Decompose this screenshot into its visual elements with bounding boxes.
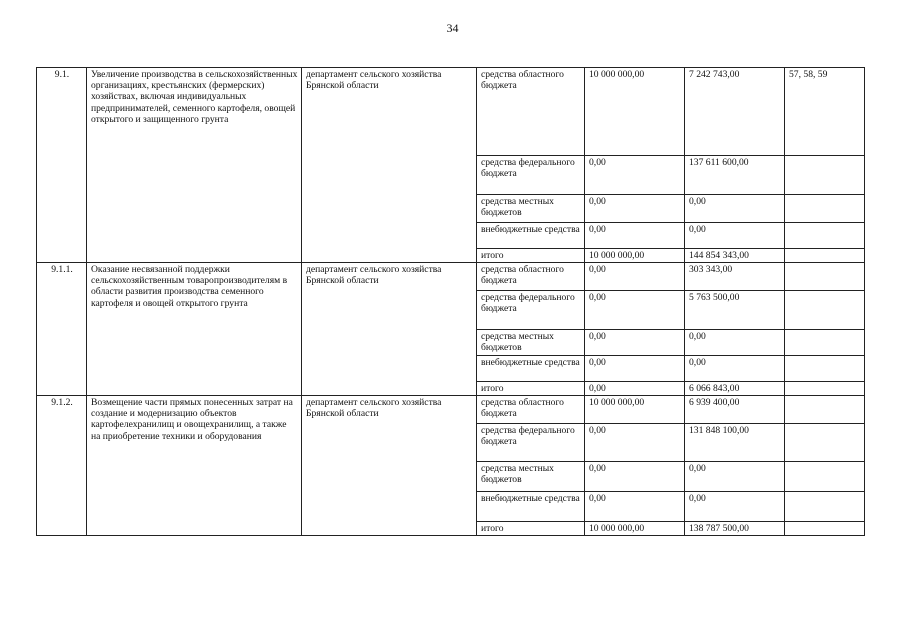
amount-cell: 0,00 [685, 195, 785, 223]
funding-source: итого [477, 522, 585, 536]
amount-cell: 10 000 000,00 [585, 522, 685, 536]
amount-cell: 7 242 743,00 [685, 68, 785, 156]
indicator-refs [785, 291, 865, 330]
amount-cell: 0,00 [685, 462, 785, 492]
amount-cell: 6 066 843,00 [685, 382, 785, 396]
funding-source: средства федерального бюджета [477, 424, 585, 462]
funding-source: средства областного бюджета [477, 68, 585, 156]
table-row [37, 68, 865, 156]
funding-source: средства местных бюджетов [477, 330, 585, 356]
amount-cell: 0,00 [585, 291, 685, 330]
amount-cell: 0,00 [585, 330, 685, 356]
amount-cell: 138 787 500,00 [685, 522, 785, 536]
indicator-refs [785, 462, 865, 492]
amount-cell: 0,00 [585, 356, 685, 382]
item-number: 9.1.1. [37, 263, 87, 396]
indicator-refs [785, 249, 865, 263]
item-title: Возмещение части прямых понесенных затрат на создание и модернизацию объектов картофелехранилищ и овощехранилищ, а также на приобретение техники и оборудования [87, 396, 302, 536]
responsible-executor: департамент сельского хозяйства Брянской области [302, 396, 477, 536]
amount-cell: 0,00 [585, 263, 685, 291]
indicator-refs [785, 424, 865, 462]
amount-cell: 10 000 000,00 [585, 396, 685, 424]
amount-cell: 0,00 [585, 462, 685, 492]
amount-cell: 131 848 100,00 [685, 424, 785, 462]
indicator-refs [785, 156, 865, 195]
amount-cell: 0,00 [585, 156, 685, 195]
indicator-refs [785, 263, 865, 291]
indicator-refs [785, 223, 865, 249]
amount-cell: 5 763 500,00 [685, 291, 785, 330]
amount-cell: 0,00 [585, 223, 685, 249]
program-table [36, 67, 865, 536]
funding-source: внебюджетные средства [477, 356, 585, 382]
funding-source: средства федерального бюджета [477, 156, 585, 195]
amount-cell: 0,00 [585, 492, 685, 522]
item-number: 9.1.2. [37, 396, 87, 536]
amount-cell: 0,00 [685, 330, 785, 356]
amount-cell: 137 611 600,00 [685, 156, 785, 195]
amount-cell: 0,00 [585, 195, 685, 223]
responsible-executor: департамент сельского хозяйства Брянской области [302, 263, 477, 396]
indicator-refs: 57, 58, 59 [785, 68, 865, 156]
amount-cell: 303 343,00 [685, 263, 785, 291]
funding-source: итого [477, 249, 585, 263]
item-title: Оказание несвязанной поддержки сельскохозяйственным товаропроизводителям в области развития производства семенного картофеля и овощей открытого грунта [87, 263, 302, 396]
funding-source: внебюджетные средства [477, 223, 585, 249]
amount-cell: 0,00 [685, 356, 785, 382]
amount-cell: 10 000 000,00 [585, 249, 685, 263]
funding-source: средства областного бюджета [477, 396, 585, 424]
indicator-refs [785, 396, 865, 424]
funding-source: средства федерального бюджета [477, 291, 585, 330]
amount-cell: 0,00 [585, 382, 685, 396]
indicator-refs [785, 330, 865, 356]
table-row [37, 396, 865, 424]
item-number: 9.1. [37, 68, 87, 263]
amount-cell: 0,00 [585, 424, 685, 462]
funding-source: средства областного бюджета [477, 263, 585, 291]
item-title: Увеличение производства в сельскохозяйственных организациях, крестьянских (фермерских) хозяйствах, включая индивидуальных предпринимателей, семенного картофеля, овощей открытого и защищенного грунта [87, 68, 302, 263]
responsible-executor: департамент сельского хозяйства Брянской области [302, 68, 477, 263]
amount-cell: 0,00 [685, 492, 785, 522]
amount-cell: 6 939 400,00 [685, 396, 785, 424]
indicator-refs [785, 195, 865, 223]
funding-source: внебюджетные средства [477, 492, 585, 522]
indicator-refs [785, 522, 865, 536]
amount-cell: 144 854 343,00 [685, 249, 785, 263]
amount-cell: 0,00 [685, 223, 785, 249]
indicator-refs [785, 382, 865, 396]
page-number: 34 [446, 21, 459, 35]
indicator-refs [785, 356, 865, 382]
funding-source: итого [477, 382, 585, 396]
indicator-refs [785, 492, 865, 522]
funding-source: средства местных бюджетов [477, 462, 585, 492]
funding-source: средства местных бюджетов [477, 195, 585, 223]
table-row [37, 263, 865, 291]
amount-cell: 10 000 000,00 [585, 68, 685, 156]
